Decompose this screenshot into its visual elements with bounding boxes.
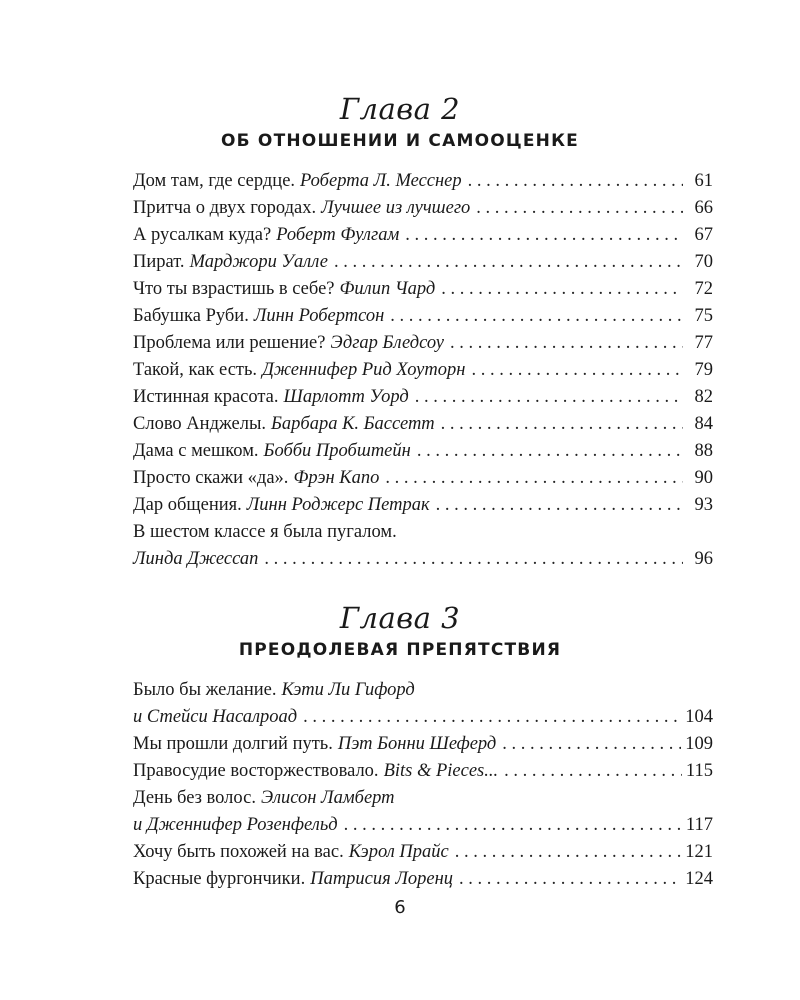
toc-entry bbox=[133, 519, 713, 573]
toc-entry-author: Кэрол Прайс bbox=[348, 842, 449, 862]
toc-entry-title: Такой, как есть. bbox=[133, 360, 258, 380]
toc-entry-title: Пират. bbox=[133, 252, 185, 272]
leader-dots bbox=[264, 546, 683, 573]
toc-entry-author: Патрисия Лоренц bbox=[310, 869, 454, 889]
leader-dots bbox=[450, 330, 683, 357]
toc-entry-title: Было бы желание. bbox=[133, 680, 277, 700]
toc-entry-author: Бобби Пробштейн bbox=[263, 441, 411, 461]
toc-entry bbox=[133, 195, 713, 222]
toc-entry-author: Дженнифер Рид Хоуторн bbox=[262, 360, 466, 380]
chapter-2-title: Глава 2 bbox=[339, 92, 461, 126]
leader-dots bbox=[476, 195, 683, 222]
toc-entry-author: Фрэн Капо bbox=[293, 468, 380, 488]
toc-entry-page: 115 bbox=[685, 761, 713, 781]
toc-entry-page: 117 bbox=[685, 815, 713, 835]
toc-entry-author: Пэт Бонни Шеферд bbox=[337, 734, 497, 754]
toc-entry-page: 82 bbox=[694, 387, 713, 407]
toc-entry-page: 88 bbox=[694, 441, 713, 461]
toc-entry-title: А русалкам куда? bbox=[133, 225, 272, 245]
leader-dots bbox=[303, 704, 681, 731]
toc-entry-title: Что ты взрастишь в себе? bbox=[133, 279, 335, 299]
toc-entry-title: Дом там, где сердце. bbox=[133, 171, 296, 191]
toc-entry-page: 84 bbox=[694, 414, 713, 434]
leader-dots bbox=[459, 866, 681, 893]
toc-entry-author: Роберта Л. Месснер bbox=[300, 171, 462, 191]
toc-entry-author: Марджори Уалле bbox=[189, 252, 328, 272]
toc-entry-author: Элисон Ламберт bbox=[260, 788, 395, 808]
toc-entry-page: 70 bbox=[694, 252, 713, 272]
toc-entry-page: 90 bbox=[694, 468, 713, 488]
toc-entry bbox=[133, 384, 713, 411]
toc-entry-page: 61 bbox=[694, 171, 713, 191]
toc-entry bbox=[133, 731, 713, 758]
toc-entry-page: 75 bbox=[694, 306, 713, 326]
toc-entry-author: Шарлотт Уорд bbox=[283, 387, 409, 407]
chapter-3-title: Глава 3 bbox=[339, 601, 461, 635]
toc-entry-page: 66 bbox=[694, 198, 713, 218]
leader-dots bbox=[344, 812, 682, 839]
toc-entry bbox=[133, 249, 713, 276]
toc-entry-title: Проблема или решение? bbox=[133, 333, 326, 353]
page-number: 6 bbox=[394, 897, 406, 918]
toc-entry-title: Дар общения. bbox=[133, 495, 242, 515]
toc-entry-page: 72 bbox=[694, 279, 713, 299]
leader-dots bbox=[405, 222, 683, 249]
toc-entry-title: Мы прошли долгий путь. bbox=[133, 734, 333, 754]
leader-dots bbox=[436, 492, 683, 519]
toc-entry bbox=[133, 677, 713, 731]
toc-entry bbox=[133, 330, 713, 357]
leader-dots bbox=[441, 276, 683, 303]
toc-entry-title: Хочу быть похожей на вас. bbox=[133, 842, 344, 862]
chapter-2-toc bbox=[133, 168, 713, 573]
toc-entry-author: Линн Роджерс Петрак bbox=[246, 495, 430, 515]
toc-entry-author-continued: и Стейси Насалроад bbox=[133, 707, 298, 727]
toc-entry-author: Роберт Фулгам bbox=[276, 225, 400, 245]
toc-entry-page: 93 bbox=[694, 495, 713, 515]
toc-entry-title: Притча о двух городах. bbox=[133, 198, 317, 218]
toc-entry-author: Bits & Pieces... bbox=[383, 761, 499, 781]
toc-entry bbox=[133, 785, 713, 839]
chapter-3-toc bbox=[133, 677, 713, 893]
toc-entry-author: Лучшее из лучшего bbox=[321, 198, 471, 218]
toc-entry-page: 79 bbox=[694, 360, 713, 380]
toc-entry-author: Эдгар Бледсоу bbox=[330, 333, 444, 353]
toc-entry-author: Филип Чард bbox=[339, 279, 436, 299]
leader-dots bbox=[390, 303, 683, 330]
toc-entry-title: Истинная красота. bbox=[133, 387, 279, 407]
toc-entry bbox=[133, 465, 713, 492]
leader-dots bbox=[415, 384, 683, 411]
toc-entry bbox=[133, 303, 713, 330]
toc-entry bbox=[133, 492, 713, 519]
toc-entry-page: 67 bbox=[694, 225, 713, 245]
leader-dots bbox=[417, 438, 683, 465]
leader-dots bbox=[385, 465, 683, 492]
toc-entry-title: Просто скажи «да». bbox=[133, 468, 289, 488]
toc-entry-author: Линн Робертсон bbox=[253, 306, 385, 326]
leader-dots bbox=[471, 357, 683, 384]
leader-dots bbox=[468, 168, 683, 195]
leader-dots bbox=[455, 839, 681, 866]
toc-entry bbox=[133, 276, 713, 303]
toc-entry-author-continued: и Дженнифер Розенфельд bbox=[133, 815, 338, 835]
toc-entry-author: Кэти Ли Гифорд bbox=[281, 680, 415, 700]
toc-entry-page: 77 bbox=[694, 333, 713, 353]
toc-entry-title: Красные фургончики. bbox=[133, 869, 306, 889]
toc-entry-title: Бабушка Руби. bbox=[133, 306, 249, 326]
toc-entry-page: 109 bbox=[685, 734, 713, 754]
toc-entry-page: 104 bbox=[685, 707, 713, 727]
toc-entry-author: Линда Джессап bbox=[133, 549, 259, 569]
toc-entry bbox=[133, 866, 713, 893]
leader-dots bbox=[334, 249, 683, 276]
toc-entry-page: 96 bbox=[694, 549, 713, 569]
toc-entry-title: Правосудие восторжествовало. bbox=[133, 761, 379, 781]
toc-entry-page: 124 bbox=[685, 869, 713, 889]
toc-entry-page: 121 bbox=[685, 842, 713, 862]
chapter-3-subtitle: ПРЕОДОЛЕВАЯ ПРЕПЯТСТВИЯ bbox=[238, 640, 562, 660]
leader-dots bbox=[502, 731, 681, 758]
toc-entry bbox=[133, 357, 713, 384]
toc-entry-title: День без волос. bbox=[133, 788, 256, 808]
toc-entry bbox=[133, 758, 713, 785]
toc-entry bbox=[133, 222, 713, 249]
toc-entry bbox=[133, 438, 713, 465]
toc-entry-author: Барбара К. Бассетт bbox=[271, 414, 435, 434]
toc-entry bbox=[133, 411, 713, 438]
leader-dots bbox=[441, 411, 683, 438]
toc-entry bbox=[133, 168, 713, 195]
toc-entry-title: В шестом классе я была пугалом. bbox=[133, 522, 397, 542]
toc-entry bbox=[133, 839, 713, 866]
leader-dots bbox=[504, 758, 682, 785]
toc-entry-title: Дама с мешком. bbox=[133, 441, 259, 461]
chapter-2-subtitle: ОБ ОТНОШЕНИИ И САМООЦЕНКЕ bbox=[221, 131, 579, 151]
toc-entry-title: Слово Анджелы. bbox=[133, 414, 267, 434]
